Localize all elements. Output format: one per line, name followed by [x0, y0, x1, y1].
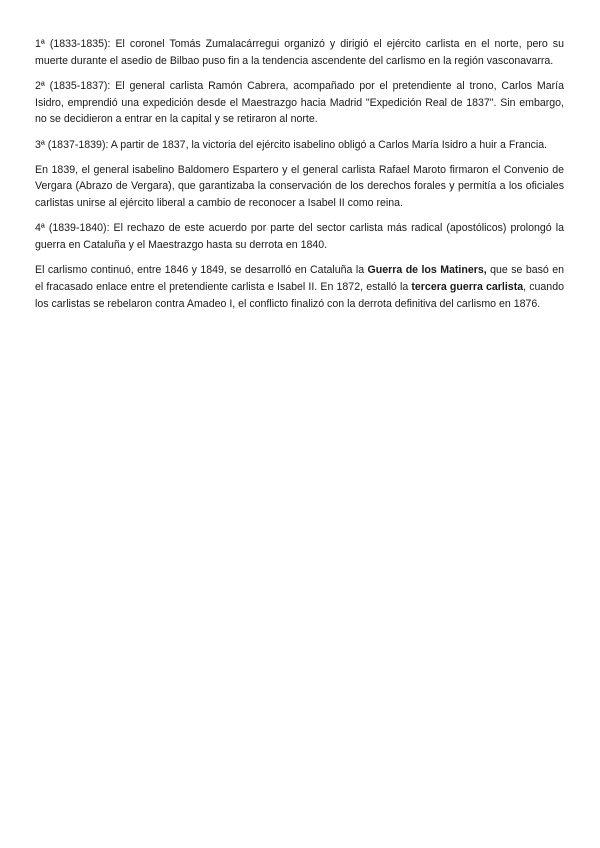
paragraph-fourth-war-phase: 4ª (1839-1840): El rechazo de este acuerdo por parte del sector carlista más radical (apostólicos) prolongó la guerra en Cataluña y el Maestrazgo hasta su derrota en 1840.: [35, 222, 564, 252]
text-segment: El carlismo continuó, entre 1846 y 1849, se desarrolló en Cataluña la: [35, 264, 368, 277]
paragraph-first-war-phase: 1ª (1833-1835): El coronel Tomás Zumalacárregui organizó y dirigió el ejército carlista en el norte, pero su muerte durante el asedio de Bilbao puso fin a la tendencia ascendente del carlismo en la región vasconavarra.: [35, 38, 564, 67]
paragraph-second-war-phase: 2ª (1835-1837): El general carlista Ramón Cabrera, acompañado por el pretendiente al trono, Carlos María Isidro, emprendió una expedición desde el Maestrazgo hacia Madrid "Expedición Real de 1837". Sin embargo, no se decidieron a entrar en la capital y se retiraron al norte.: [35, 79, 564, 126]
paragraph-carlismo-continued: [35, 262, 564, 312]
text-segment: que se basó en el fracasado enlace entre el pretendiente carlista e Isabel II. En 1872, estalló la: [35, 264, 564, 293]
bold-term-tercera-guerra: tercera guerra carlista: [411, 280, 524, 293]
bold-term-matiners: Guerra de los Matiners,: [367, 264, 487, 277]
paragraph-third-war-phase: 3ª (1837-1839): A partir de 1837, la victoria del ejército isabelino obligó a Carlos María Isidro a huir a Francia.: [35, 138, 548, 151]
paragraph-convenio-vergara: En 1839, el general isabelino Baldomero Espartero y el general carlista Rafael Maroto firmaron el Convenio de Vergara (Abrazo de Vergara), que garantizaba la conservación de los derechos forales y permitía a los oficiales carlistas unirse al ejército liberal a cambio de reconocer a Isabel II como reina.: [35, 163, 564, 210]
text-segment: , cuando los carlistas se rebelaron contra Amadeo I, el conflicto finalizó con la derrota definitiva del carlismo en 1876.: [35, 280, 564, 310]
